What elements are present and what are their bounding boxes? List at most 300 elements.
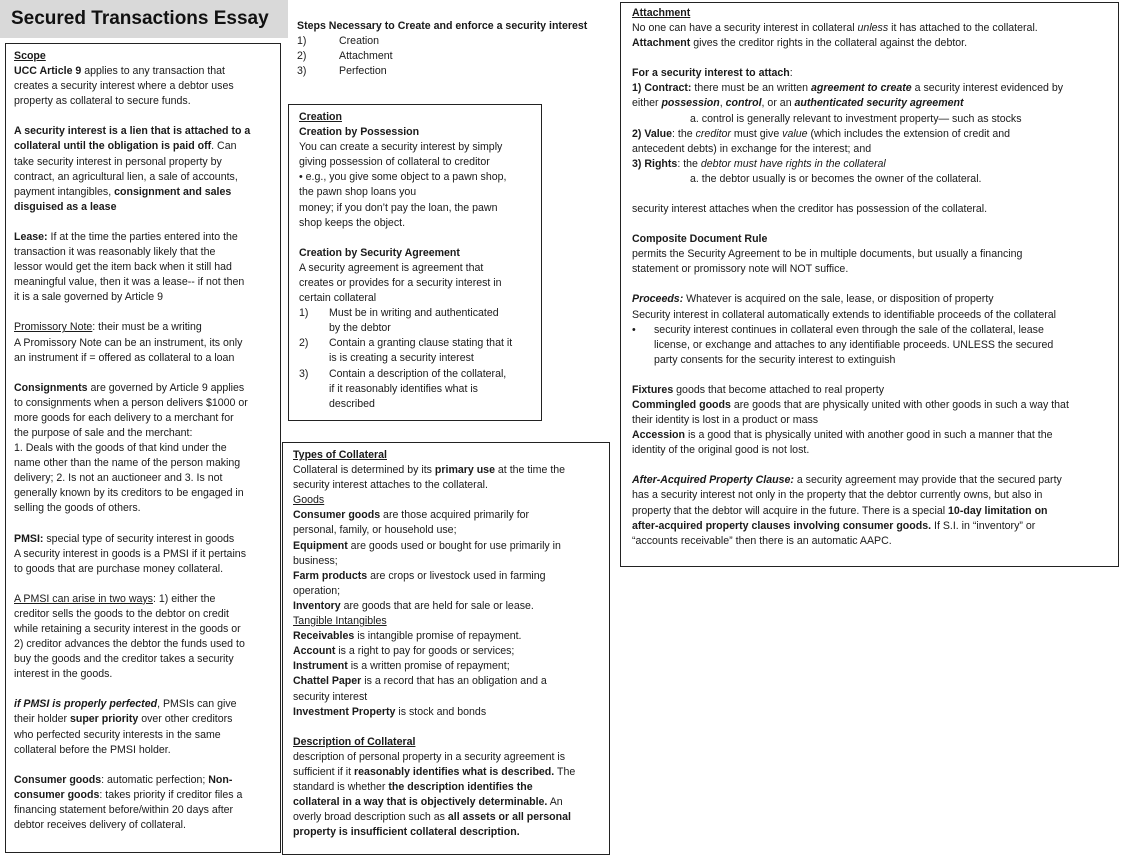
text-run: license, or exchange and attaches to any identifiable proceeds. UNLESS the secured [654, 338, 1054, 351]
text-line [14, 652, 280, 667]
text-run: Whatever is acquired on the sale, lease, or disposition of property [683, 293, 994, 306]
text-line [14, 396, 280, 411]
text-run: are crops or livestock used in farming [367, 569, 546, 582]
text-line [14, 818, 280, 833]
blank-line [299, 231, 541, 246]
text-line [293, 493, 609, 508]
text-run: is stock and bonds [395, 705, 487, 718]
text-line [14, 124, 280, 139]
text-run: collateral until the obligation is paid off [14, 140, 212, 153]
text-line [632, 473, 1118, 488]
blank-line [14, 682, 280, 697]
requirement-text: described [329, 397, 375, 410]
text-run: a security interest evidenced by [911, 82, 1064, 95]
requirement-number: 3) [299, 367, 309, 380]
collateral-section [282, 442, 610, 855]
text-run: : the [677, 157, 701, 170]
requirement-item [299, 382, 541, 397]
text-run: Composite Document Rule [632, 233, 768, 246]
text-line [14, 667, 280, 682]
text-line [632, 247, 1118, 262]
attachment-section [620, 2, 1119, 567]
text-run: primary use [434, 464, 495, 477]
text-run: who perfected security interests in the same [14, 728, 221, 741]
step-label: Creation [339, 35, 380, 48]
requirement-number: 1) [299, 307, 309, 320]
text-run: is a right to pay for goods or services; [335, 645, 515, 658]
text-run: are goods that are held for sale or lease. [340, 599, 534, 612]
blank-line [14, 517, 280, 532]
creation-section [288, 104, 542, 421]
text-run: generally known by its creditors to be engaged in [14, 487, 244, 500]
text-run: consumer goods [14, 788, 100, 801]
text-run: 2) creditor advances the debtor the funds used to [14, 638, 245, 651]
text-run: goods that become attached to real property [673, 383, 885, 396]
text-run: more goods for each delivery to a merchant for [14, 411, 234, 424]
step-item [297, 64, 617, 79]
text-run: An [547, 796, 563, 809]
text-run: Security interest in collateral automatically extends to identifiable proceeds of the collateral [632, 308, 1056, 321]
text-run: authenticated security agreement [794, 97, 964, 110]
text-line [632, 292, 1118, 307]
text-run: consignment and sales [114, 185, 232, 198]
requirement-item [299, 367, 541, 382]
text-line [299, 276, 541, 291]
text-line [632, 323, 1118, 338]
text-line [299, 185, 541, 200]
text-line [293, 825, 609, 840]
text-line [14, 260, 280, 275]
text-line [293, 478, 609, 493]
text-run: all assets or all personal [447, 811, 571, 824]
text-run: is a written promise of repayment; [347, 660, 510, 673]
text-line [293, 810, 609, 825]
text-run: : the [672, 127, 696, 140]
text-line [632, 398, 1118, 413]
text-run: has a security interest not only in the property that the debtor currently owns, but also in [632, 489, 1043, 502]
text-line [293, 690, 609, 705]
blank-line [14, 577, 280, 592]
subheading: Promissory Note [14, 321, 93, 334]
text-run: “accounts receivable” then there is an automatic AAPC. [632, 534, 892, 547]
text-run: UCC Article 9 [14, 65, 82, 78]
step-item [297, 49, 617, 64]
text-line [632, 232, 1118, 247]
text-run: debtor receives delivery of collateral. [14, 819, 186, 832]
text-run: You can create a security interest by simply [299, 141, 503, 154]
text-line [293, 659, 609, 674]
text-run: name other than the name of the person making [14, 457, 241, 470]
text-run: : [789, 67, 793, 80]
text-run: , [719, 97, 726, 110]
collateral-content [293, 448, 609, 840]
text-line [293, 629, 609, 644]
text-run: (which includes the extension of credit and [807, 127, 1011, 140]
creation-requirements-list [299, 306, 541, 412]
text-run: 2) Value [632, 127, 673, 140]
text-run: disguised as a lease [14, 200, 117, 213]
text-line [14, 592, 280, 607]
text-run: overly broad description such as [293, 811, 448, 824]
text-line [14, 185, 280, 200]
text-run: The [554, 765, 576, 778]
text-line [14, 79, 280, 94]
text-line [14, 49, 280, 64]
text-run: at the time the [494, 464, 566, 477]
blank-line [632, 458, 1118, 473]
text-run: , PMSIs can give [157, 698, 237, 711]
text-line [632, 338, 1118, 353]
text-run: if PMSI is properly perfected [14, 698, 158, 711]
text-run: personal, family, or household use; [293, 524, 457, 537]
text-run: special type of security interest in goods [43, 532, 235, 545]
text-run: After-Acquired Property Clause: [632, 474, 794, 487]
text-line [14, 275, 280, 290]
text-line [14, 230, 280, 245]
text-run: party consents for the security interest to extinguish [654, 353, 896, 366]
text-run: reasonably identifies what is described. [354, 765, 555, 778]
text-line [632, 488, 1118, 503]
section-heading: Creation [299, 111, 342, 123]
text-run: agreement to create [811, 82, 912, 95]
steps-heading: Steps Necessary to Create and enforce a security interest [297, 20, 588, 32]
text-line [293, 795, 609, 810]
text-line [14, 562, 280, 577]
text-run: creditor sells the goods to the debtor on credit [14, 607, 229, 620]
text-line [14, 547, 280, 562]
text-run: Account [293, 645, 336, 658]
text-run: business; [293, 554, 338, 567]
text-run: Consignments [14, 381, 88, 394]
blank-line [632, 51, 1118, 66]
text-run: standard is whether [293, 780, 389, 793]
text-line [14, 788, 280, 803]
text-run: gives the creditor rights in the collateral against the debtor. [690, 37, 968, 50]
text-line [299, 170, 541, 185]
text-run: • e.g., you give some object to a pawn shop, [299, 171, 507, 184]
blank-line [632, 217, 1118, 232]
text-run: selling the goods of others. [14, 502, 141, 515]
text-run: a security agreement may provide that the secured party [793, 474, 1062, 487]
text-line [293, 508, 609, 523]
text-run: Instrument [293, 660, 348, 673]
text-line [632, 6, 1118, 21]
text-line [14, 320, 280, 335]
text-run: either [632, 97, 662, 110]
text-line [299, 246, 541, 261]
text-run: Investment Property [293, 705, 396, 718]
text-run: Accession [632, 429, 685, 442]
text-run: interest in the goods. [14, 668, 113, 681]
text-line [632, 36, 1118, 51]
text-run: property that the debtor will acquire in the future. There is a special [632, 504, 949, 517]
text-run: debtor must have rights in the collateral [700, 157, 886, 170]
text-run: Inventory [293, 599, 341, 612]
text-line [632, 202, 1118, 217]
text-line [14, 471, 280, 486]
section-heading: Description of Collateral [293, 735, 416, 748]
text-run: must give [730, 127, 783, 140]
text-line [14, 441, 280, 456]
text-run: Collateral is determined by its [293, 464, 435, 477]
requirement-item [299, 336, 541, 351]
text-line [632, 383, 1118, 398]
text-line [14, 351, 280, 366]
text-line [14, 94, 280, 109]
text-line [14, 728, 280, 743]
text-line [293, 554, 609, 569]
step-label: Perfection [339, 65, 387, 78]
text-run: 1) Contract: [632, 82, 692, 95]
text-line [14, 381, 280, 396]
text-run: Creation by Possession [299, 126, 420, 139]
text-run: delivery; 2. Is not an auctioneer and 3. Is not [14, 472, 223, 485]
text-run: Consumer goods [14, 773, 102, 786]
text-run: A security interest is a lien that is attached to a [14, 125, 251, 138]
text-run: a. the debtor usually is or becomes the owner of the collateral. [690, 172, 982, 185]
text-run: Proceeds: [632, 293, 684, 306]
text-line [632, 353, 1118, 368]
text-line [14, 743, 280, 758]
text-run: a. control is generally relevant to investment property— such as stocks [690, 112, 1022, 125]
text-run: to consignments when a person delivers $1000 or [14, 396, 248, 409]
text-line [293, 539, 609, 554]
text-run: their holder [14, 713, 70, 726]
text-line [14, 245, 280, 260]
text-run: . Can [211, 140, 237, 153]
text-run: is a record that has an obligation and a [361, 675, 547, 688]
subheading: A PMSI can arise in two ways [14, 592, 153, 605]
text-run: transaction it was reasonably likely that the [14, 246, 216, 259]
text-run: 1. Deals with the goods of that kind under the [14, 442, 227, 455]
text-line [632, 262, 1118, 277]
text-run: collateral before the PMSI holder. [14, 743, 171, 756]
text-line [14, 773, 280, 788]
text-line [14, 170, 280, 185]
title-bar [0, 0, 288, 38]
text-run: security interest [293, 690, 368, 703]
text-run: creditor [695, 127, 731, 140]
text-run: contract, an agricultural lien, a sale of accounts, [14, 170, 238, 183]
text-line [632, 443, 1118, 458]
text-run: certain collateral [299, 292, 377, 305]
text-line [299, 291, 541, 306]
subheading: Tangible Intangibles [293, 615, 387, 628]
requirement-text: if it reasonably identifies what is [329, 382, 478, 395]
text-line [14, 532, 280, 547]
blank-line [14, 215, 280, 230]
step-label: Attachment [339, 50, 393, 63]
text-run: Creation by Security Agreement [299, 246, 460, 259]
section-heading: Scope [14, 50, 46, 62]
text-run: creates a security interest where a debtor uses [14, 80, 234, 93]
text-line [293, 644, 609, 659]
text-run: the purpose of sale and the merchant: [14, 426, 193, 439]
text-run: possession [661, 97, 720, 110]
text-run: Farm products [293, 569, 368, 582]
text-run: lessor would get the item back when it still had [14, 261, 232, 274]
text-line [14, 456, 280, 471]
text-run: shop keeps the object. [299, 216, 406, 229]
blank-line [632, 368, 1118, 383]
text-run: property is insufficient collateral description. [293, 826, 520, 839]
text-run: money; if you don’t pay the loan, the pawn [299, 201, 498, 214]
text-line [293, 765, 609, 780]
text-run: : automatic perfection; [101, 773, 209, 786]
text-run: while retaining a security interest in the goods or [14, 623, 241, 635]
text-line [14, 426, 280, 441]
text-run: their identity is lost in a product or mass [632, 414, 819, 427]
text-run: security interest attaches when the creditor has possession of the collateral. [632, 203, 988, 216]
subheading: Goods [293, 494, 325, 507]
text-line [14, 64, 280, 79]
text-line [14, 803, 280, 818]
requirement-item [299, 321, 541, 336]
text-line [632, 96, 1118, 111]
text-run: Non- [208, 773, 233, 786]
requirement-text: Contain a description of the collateral, [329, 367, 507, 380]
text-line [293, 674, 609, 689]
text-run: after-acquired property clauses involving consumer goods. [632, 519, 932, 532]
text-run: Commingled goods [632, 398, 731, 411]
text-run: take security interest in personal property by [14, 155, 222, 168]
text-run: value [782, 127, 808, 140]
text-run: an instrument if = offered as collateral to a loan [14, 351, 235, 364]
text-line [293, 463, 609, 478]
requirement-item [299, 397, 541, 412]
text-line [632, 428, 1118, 443]
blank-line [293, 720, 609, 735]
text-line [293, 448, 609, 463]
text-line [299, 155, 541, 170]
text-line [14, 607, 280, 622]
text-run: over other creditors [138, 713, 233, 726]
text-line [14, 712, 280, 727]
text-run: If S.I. in “inventory” or [931, 519, 1036, 532]
text-line [632, 413, 1118, 428]
text-line [293, 584, 609, 599]
text-run: buy the goods and the creditor takes a security [14, 653, 234, 666]
text-run: statement or promissory note will NOT suffice. [632, 263, 849, 276]
text-line [293, 735, 609, 750]
text-run: PMSI: [14, 532, 44, 545]
step-number: 3) [297, 65, 307, 78]
text-run: A Promissory Note can be an instrument, its only [14, 336, 243, 349]
blank-line [14, 109, 280, 124]
text-line [632, 308, 1118, 323]
steps-list [297, 34, 617, 79]
text-run: creates or provides for a security interest in [299, 276, 502, 289]
bullet-icon: • [632, 323, 636, 336]
requirement-item [299, 351, 541, 366]
text-line [293, 523, 609, 538]
blank-line [14, 758, 280, 773]
text-line [14, 139, 280, 154]
text-run: , or an [761, 97, 795, 110]
text-run: is a good that is physically united with another good in such a manner that the [685, 429, 1053, 442]
text-run: : takes priority if creditor files a [99, 788, 243, 801]
text-run: it has attached to the collateral. [888, 22, 1038, 35]
requirement-number: 2) [299, 337, 309, 350]
blank-line [632, 277, 1118, 292]
step-item [297, 34, 617, 49]
text-line [632, 127, 1118, 142]
text-line [14, 697, 280, 712]
text-line [632, 81, 1118, 96]
text-line [293, 750, 609, 765]
requirement-text: Contain a granting clause stating that it [329, 337, 513, 350]
text-line [293, 569, 609, 584]
section-heading: Types of Collateral [293, 449, 387, 461]
text-run: If at the time the parties entered into the [47, 230, 238, 243]
text-line [299, 261, 541, 276]
text-line [14, 155, 280, 170]
text-line [293, 780, 609, 795]
text-run: security interest attaches to the collateral. [293, 479, 488, 492]
text-run: property as collateral to secure funds. [14, 95, 191, 108]
text-line [632, 519, 1118, 534]
text-line [299, 110, 541, 125]
text-run: are goods used or bought for use primarily in [347, 539, 561, 552]
text-line [632, 534, 1118, 549]
text-run: applies to any transaction that [81, 65, 226, 78]
text-run: A security agreement is agreement that [299, 261, 484, 274]
text-run: it is a sale governed by Article 9 [14, 291, 163, 304]
requirement-item [299, 306, 541, 321]
text-line [14, 637, 280, 652]
text-line [14, 622, 280, 637]
text-line [632, 172, 1118, 187]
text-line [632, 112, 1118, 127]
text-run: collateral in a way that is objectively determinable. [293, 796, 548, 809]
scope-content [14, 49, 280, 833]
requirement-text: by the debtor [329, 322, 391, 335]
blank-line [14, 305, 280, 320]
creation-content [299, 110, 541, 306]
text-run: A security interest in goods is a PMSI if it pertains [14, 547, 246, 560]
text-run: Equipment [293, 539, 348, 552]
text-line [632, 157, 1118, 172]
text-run: permits the Security Agreement to be in multiple documents, but usually a financing [632, 248, 1023, 261]
text-run: there must be an written [691, 82, 811, 95]
scope-section [5, 43, 281, 853]
text-line [14, 290, 280, 305]
text-run: Lease: [14, 230, 48, 243]
text-line [14, 501, 280, 516]
text-line [299, 125, 541, 140]
text-run: to goods that are purchase money collateral. [14, 562, 224, 575]
text-run: Attachment [632, 37, 691, 50]
text-run: the pawn shop loans you [299, 186, 417, 199]
text-line [14, 200, 280, 215]
text-line [293, 599, 609, 614]
text-line [293, 705, 609, 720]
text-run: operation; [293, 584, 341, 597]
blank-line [14, 366, 280, 381]
text-run: description of personal property in a security agreement is [293, 750, 566, 763]
text-run: are governed by Article 9 applies [87, 381, 245, 394]
step-number: 2) [297, 50, 307, 63]
text-run: Consumer goods [293, 509, 381, 522]
text-run: security interest continues in collateral even through the sale of the collateral, lease [654, 323, 1044, 336]
text-run: 3) Rights [632, 157, 678, 170]
text-run: are goods that are physically united with other goods in such a way that [730, 398, 1069, 411]
text-line [299, 216, 541, 231]
text-run: : 1) either the [152, 592, 216, 605]
text-line [14, 486, 280, 501]
text-run: antecedent debts) in exchange for the interest; and [632, 142, 872, 155]
text-run: super priority [69, 713, 139, 726]
